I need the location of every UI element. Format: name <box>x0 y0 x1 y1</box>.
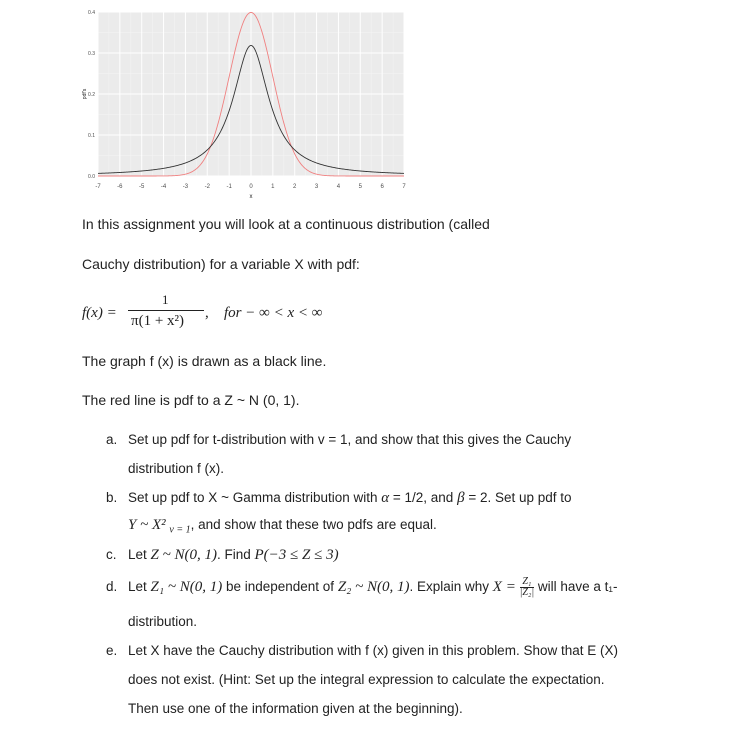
formula-comma: , <box>205 305 209 321</box>
fraction-numerator: Z₁ <box>520 577 535 588</box>
question-d <box>106 577 617 598</box>
item-letter: a. <box>106 432 118 447</box>
x-axis-label: x <box>249 194 253 200</box>
formula-lhs: f(x) = <box>82 305 117 321</box>
y-tick-label: 0.0 <box>88 174 95 180</box>
x-tick-label: -5 <box>139 184 145 190</box>
question-d-text4: will have a t₁- <box>534 579 618 595</box>
fraction-bar <box>128 310 204 311</box>
y-chi-square: Y ~ X² <box>128 517 166 533</box>
x-tick-label: 4 <box>336 184 341 190</box>
x-tick-label: 3 <box>314 184 319 190</box>
degrees-of-freedom: v = 1 <box>169 524 191 536</box>
x-tick-label: -2 <box>204 184 210 190</box>
x-tick-label: -1 <box>226 184 232 190</box>
x-tick-label: 5 <box>358 184 362 190</box>
z-normal: Z ~ N(0, 1) <box>150 547 217 563</box>
item-letter: b. <box>106 490 118 505</box>
x-tick-label: -4 <box>160 184 167 190</box>
x-tick-label: -3 <box>182 184 189 190</box>
question-d-line2: distribution. <box>128 614 198 629</box>
question-e <box>106 643 618 658</box>
intro-line-2: Cauchy distribution) for a variable X with pdf: <box>82 256 360 272</box>
y-tick-label: 0.3 <box>88 51 95 57</box>
x-tick-label: -7 <box>95 184 101 190</box>
question-b-text3: , and show that these two pdfs are equal. <box>190 517 437 532</box>
formula-domain: for − ∞ < x < ∞ <box>224 305 323 321</box>
alpha-value: = 1/2, and <box>389 490 458 505</box>
question-e-line2: does not exist. (Hint: Set up the integral expression to calculate the expectation. <box>128 672 605 687</box>
item-letter: e. <box>106 643 118 658</box>
x-tick-label: 7 <box>402 184 406 190</box>
question-a-line1: Set up pdf for t-distribution with v = 1, and show that this gives the Cauchy <box>128 432 572 447</box>
formula-denominator: π(1 + x²) <box>131 313 185 329</box>
question-d-text2: be independent of <box>222 579 338 595</box>
alpha-symbol: α <box>381 490 390 506</box>
question-a <box>106 432 571 447</box>
y-tick-label: 0.1 <box>88 133 95 139</box>
probability-expression: P(−3 ≤ Z ≤ 3) <box>254 547 339 563</box>
question-e-line1: Let X have the Cauchy distribution with f (x) given in this problem. Show that E (X) <box>128 643 618 658</box>
x-tick-label: 2 <box>293 184 297 190</box>
question-b <box>106 490 572 507</box>
x-equals: X = <box>492 579 516 596</box>
pdf-chart <box>78 8 414 200</box>
formula-numerator: 1 <box>162 292 169 307</box>
question-b-text2: = 2. Set up pdf to <box>464 490 572 505</box>
y-tick-label: 0.4 <box>88 10 95 16</box>
intro-line-1: In this assignment you will look at a continuous distribution (called <box>82 216 490 232</box>
z-ratio-fraction <box>520 577 535 598</box>
x-tick-label: 0 <box>249 184 253 190</box>
question-d-text1: Let <box>128 579 151 595</box>
fraction-denominator: |Z₂| <box>519 587 535 598</box>
beta-symbol: β <box>457 490 465 506</box>
question-d-text3: . Explain why <box>409 579 493 595</box>
y-axis-label: pdf's <box>82 88 88 100</box>
question-a-line2: distribution f (x). <box>128 461 225 476</box>
item-letter: c. <box>106 547 117 562</box>
red-line-note: The red line is pdf to a Z ~ N (0, 1). <box>82 392 300 408</box>
question-c <box>106 547 339 564</box>
question-b-line2 <box>128 517 437 536</box>
z1-normal: Z₁ ~ N(0, 1) <box>150 579 223 596</box>
graph-note: The graph f (x) is drawn as a black line. <box>82 353 327 369</box>
z2-normal: Z₂ ~ N(0, 1) <box>337 579 410 596</box>
question-b-text1: Set up pdf to X ~ Gamma distribution with <box>128 490 382 505</box>
question-e-line3: Then use one of the information given at the beginning). <box>128 701 463 716</box>
question-c-text1: Let <box>128 547 151 562</box>
item-letter: d. <box>106 579 118 595</box>
x-tick-label: 1 <box>271 184 275 190</box>
question-c-text2: . Find <box>216 547 255 562</box>
x-tick-label: 6 <box>380 184 384 190</box>
y-tick-label: 0.2 <box>88 92 95 98</box>
x-tick-label: -6 <box>117 184 123 190</box>
